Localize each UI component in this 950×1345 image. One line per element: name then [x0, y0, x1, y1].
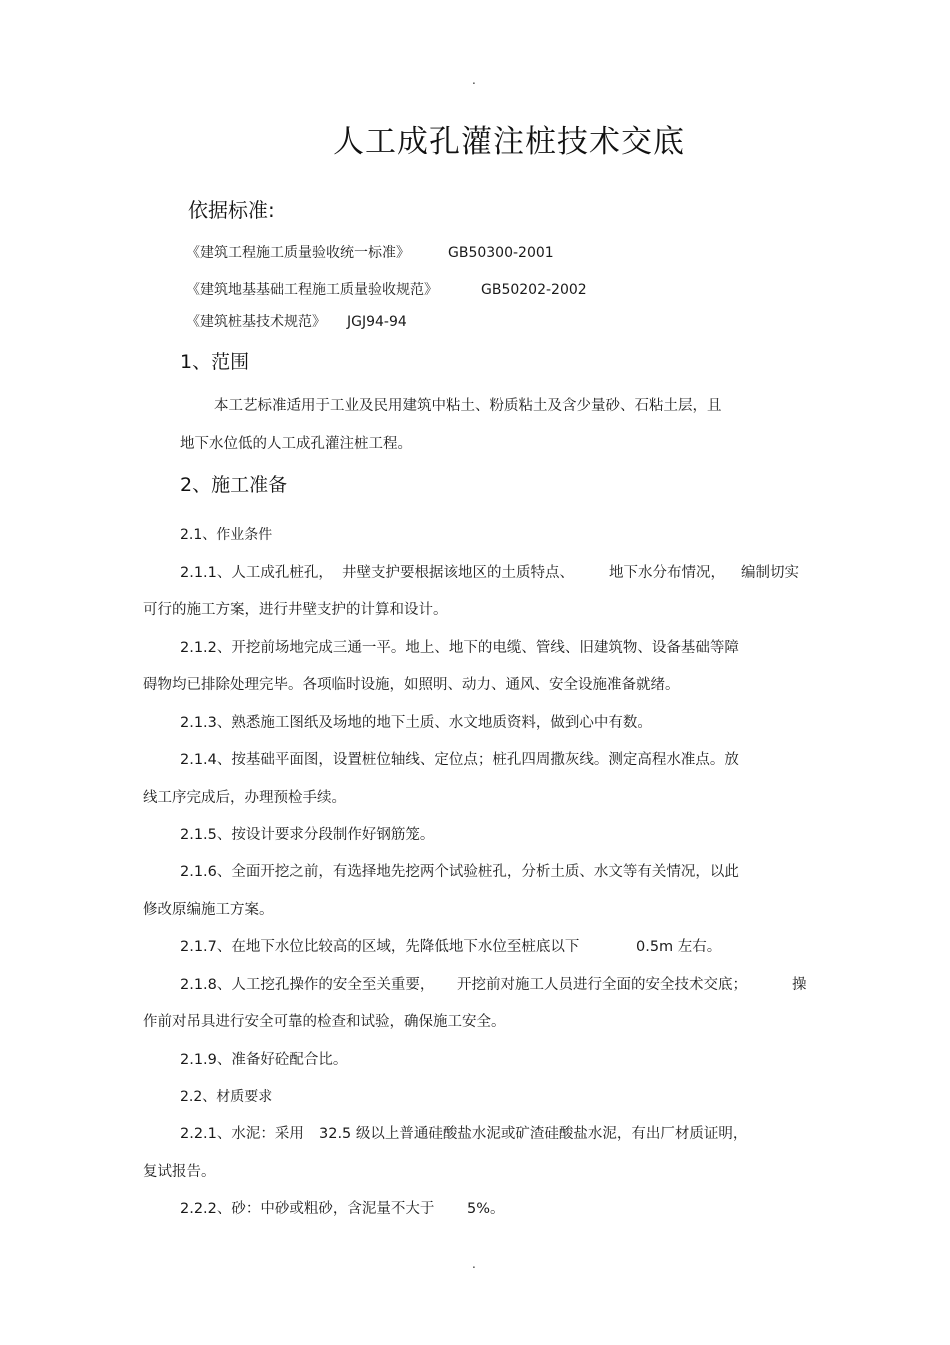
item-2-1-7: [180, 940, 740, 958]
section-1-paragraph-line: 本工艺标准适用于工业及民用建筑中粘土、粉质粘土及含少量砂、石粘土层，且: [214, 398, 722, 414]
item-2-1-2-line2: 碍物均已排除处理完毕。各项临时设施，如照明、动力、通风、安全设施准备就绪。: [143, 677, 680, 693]
item-2-1-6-line2: 修改原编施工方案。: [143, 902, 274, 918]
item-2-2-2-part: 2.2.2、砂：中砂或粗砂，含泥量不大于: [180, 1201, 435, 1217]
subsection-2-1-heading: 2.1、作业条件: [180, 527, 273, 543]
item-2-1-8-part: 开挖前对施工人员进行全面的安全技术交底；: [457, 977, 747, 993]
standard-name: 《建筑工程施工质量验收统一标准》: [186, 245, 410, 261]
subsection-2-2-heading: 2.2、材质要求: [180, 1089, 273, 1105]
standard-code: GB50300-2001: [448, 245, 554, 261]
item-2-1-4-line1: 2.1.4、按基础平面图，设置桩位轴线、定位点；桩孔四周撒灰线。测定高程水准点。放: [180, 752, 739, 768]
item-2-1-5: 2.1.5、按设计要求分段制作好钢筋笼。: [180, 827, 435, 843]
standard-item: [186, 315, 606, 333]
standard-code: JGJ94-94: [347, 314, 407, 330]
item-2-1-3: 2.1.3、熟悉施工图纸及场地的地下土质、水文地质资料，做到心中有数。: [180, 715, 652, 731]
item-2-1-8-part: 操: [792, 977, 807, 993]
item-2-1-7-part: 2.1.7、在地下水位比较高的区域，先降低地下水位至桩底以下: [180, 939, 580, 955]
item-2-2-1-part: 2.2.1、水泥：采用: [180, 1126, 304, 1142]
item-2-1-4-line2: 线工序完成后，办理预检手续。: [143, 790, 346, 806]
standard-name: 《建筑地基基础工程施工质量验收规范》: [186, 282, 438, 298]
item-2-2-1-line1: [180, 1127, 780, 1145]
standard-item: [186, 246, 606, 264]
section-1-paragraph-line: 地下水位低的人工成孔灌注桩工程。: [180, 436, 412, 452]
item-2-1-6-line1: 2.1.6、全面开挖之前，有选择地先挖两个试验桩孔，分析土质、水文等有关情况，以此: [180, 864, 739, 880]
item-2-1-7-part: 0.5m 左右。: [636, 939, 722, 955]
section-2-heading: 2、施工准备: [180, 474, 288, 496]
standard-item: [186, 283, 606, 301]
standard-code: GB50202-2002: [481, 282, 587, 298]
item-2-1-8-part: 2.1.8、人工挖孔操作的安全至关重要，: [180, 977, 435, 993]
standard-name: 《建筑桩基技术规范》: [186, 314, 326, 330]
top-page-dot: .: [472, 73, 476, 87]
bottom-page-dot: .: [472, 1257, 476, 1271]
item-2-1-2-line1: 2.1.2、开挖前场地完成三通一平。地上、地下的电缆、管线、旧建筑物、设备基础等障: [180, 640, 739, 656]
item-2-2-1-line2: 复试报告。: [143, 1164, 216, 1180]
item-2-2-1-part: 32.5 级以上普通硅酸盐水泥或矿渣硅酸盐水泥，有出厂材质证明，: [319, 1126, 748, 1142]
basis-heading: 依据标准:: [188, 198, 275, 222]
item-2-2-2: [180, 1202, 540, 1220]
item-2-1-1-part: 地下水分布情况，: [609, 565, 725, 581]
section-1-heading: 1、范围: [180, 351, 250, 373]
item-2-1-1-part: 井壁支护要根据该地区的土质特点、: [342, 565, 574, 581]
item-2-1-1-part: 编制切实: [741, 565, 799, 581]
item-2-1-1-line2: 可行的施工方案，进行井壁支护的计算和设计。: [143, 602, 448, 618]
item-2-1-8-line2: 作前对吊具进行安全可靠的检查和试验，确保施工安全。: [143, 1014, 506, 1030]
document-title: 人工成孔灌注桩技术交底: [333, 124, 685, 160]
item-2-2-2-part: 5%。: [467, 1201, 505, 1217]
item-2-1-1-part: 2.1.1、人工成孔桩孔，: [180, 565, 333, 581]
item-2-1-8-line1: [180, 978, 820, 996]
item-2-1-9: 2.1.9、准备好砼配合比。: [180, 1052, 348, 1068]
item-2-1-1-line1: [180, 566, 820, 584]
